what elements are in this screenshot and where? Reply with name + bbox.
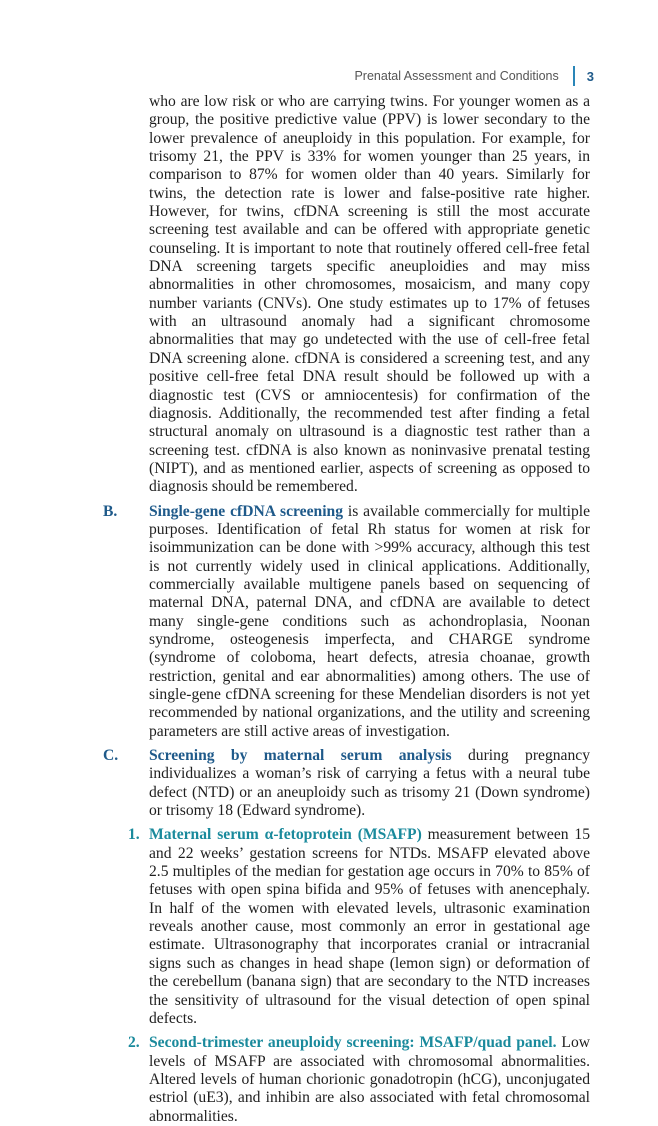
section-b-heading: Single-gene cfDNA screening — [149, 502, 343, 520]
page-number: 3 — [586, 68, 594, 84]
subsection-c1-label: 1. — [128, 826, 140, 844]
subsection-c2 — [128, 1034, 591, 1126]
running-head — [354, 66, 594, 86]
running-head-title: Prenatal Assessment and Conditions — [354, 69, 559, 83]
section-b-label: B. — [103, 502, 118, 520]
intro-paragraph: who are low risk or who are carrying twins. For younger women as a group, the positive predictive value (PPV) is lower secondary to the lower prevalence of aneuploidy in this population. For example, for trisomy 21, the PPV is 33% for women younger than 25 years, in comparison to 87% for women older than 40 years. Similarly for twins, the detection rate is lower and false-positive rate higher. However, for twins, cfDNA screening is still the most accurate screening test available and can be offered with appropriate genetic counseling. It is important to note that routinely offered cell-free fetal DNA screening targets specific aneuploidies and may miss abnormalities in other chromosomes, mosaicism, and many copy number variants (CNVs). One study estimates up to 17% of fetuses with an ultrasound anomaly had a significant chromosome abnormalities that may go undetected with the use of cell-free fetal DNA screening alone. cfDNA is considered a screening test, and any positive cell-free fetal DNA result should be followed up with a diagnostic test (CVS or amniocentesis) for confirmation of the diagnosis. Additionally, the recommended test after finding a fetal structural anomaly on ultrasound is a diagnostic test rather than a screening test. cfDNA is also known as noninvasive prenatal testing (NIPT), and as mentioned earlier, aspects of screening as opposed to diagnosis should be remembered. — [149, 93, 590, 496]
section-b — [103, 502, 590, 741]
section-b-paragraph — [149, 503, 590, 741]
section-c — [103, 747, 591, 1126]
subsection-c1-text: measurement between 15 and 22 weeks’ gestation screens for NTDs. MSAFP elevated above 2.5 multiples of the median for gestation age occurs in 70% to 85% of fetuses with open spina bifida and 95% of fetuses with anencephaly. In half of the women with elevated levels, ultrasonic examination reveals another cause, most commonly an error in gestational age estimate. Ultrasonography that incorporates cranial or intracranial signs such as changes in head shape (lemon sign) or deformation of the cerebellum (banana sign) that are secondary to the NTD increases the sensitivity of ultrasound for the visual detection of open spinal defects. — [149, 826, 590, 1027]
subsection-c1-paragraph — [149, 826, 590, 1028]
subsection-c2-heading: Second-trimester aneuploidy screening: MSAFP/quad panel. — [149, 1034, 557, 1052]
subsection-c2-paragraph — [149, 1034, 590, 1126]
subsection-c1-heading: Maternal serum α-fetoprotein (MSAFP) — [149, 826, 422, 844]
subsection-c2-text: Low levels of MSAFP are associated with chromosomal abnormalities. Altered levels of human chorionic gonadotropin (hCG), unconjugated estriol (uE3), and inhibin are also associated with fetal chromosomal abnormalities. — [149, 1034, 591, 1125]
subsection-c2-label: 2. — [128, 1034, 140, 1052]
section-c-paragraph — [149, 747, 590, 820]
section-b-text: is available commercially for multiple purposes. Identification of fetal Rh status for women at risk for isoimmunization can be done with >99% accuracy, although this test is not currently widely used in clinical applications. Additionally, commercially available multigene panels based on sequencing of maternal DNA, paternal DNA, and cfDNA are available to detect many single-gene conditions such as achondroplasia, Noonan syndrome, osteogenesis imperfecta, and CHARGE syndrome (syndrome of coloboma, heart defects, atresia choanae, growth restriction, genital and ear abnormalities) among others. The use of single-gene cfDNA screening for these Mendelian disorders is not yet recommended by national organizations, and the utility and screening parameters are still active areas of investigation. — [149, 502, 590, 740]
page-body — [103, 93, 591, 1126]
subsection-c1 — [128, 826, 590, 1028]
section-c-label: C. — [103, 747, 119, 765]
section-c-heading: Screening by maternal serum analysis — [149, 747, 452, 765]
section-c-text: during pregnancy individualizes a woman’s risk of carrying a fetus with a neural tube defect (NTD) or an aneuploidy such as trisomy 21 (Down syndrome) or trisomy 18 (Edward syndrome). — [149, 747, 590, 820]
running-head-divider — [573, 66, 575, 86]
